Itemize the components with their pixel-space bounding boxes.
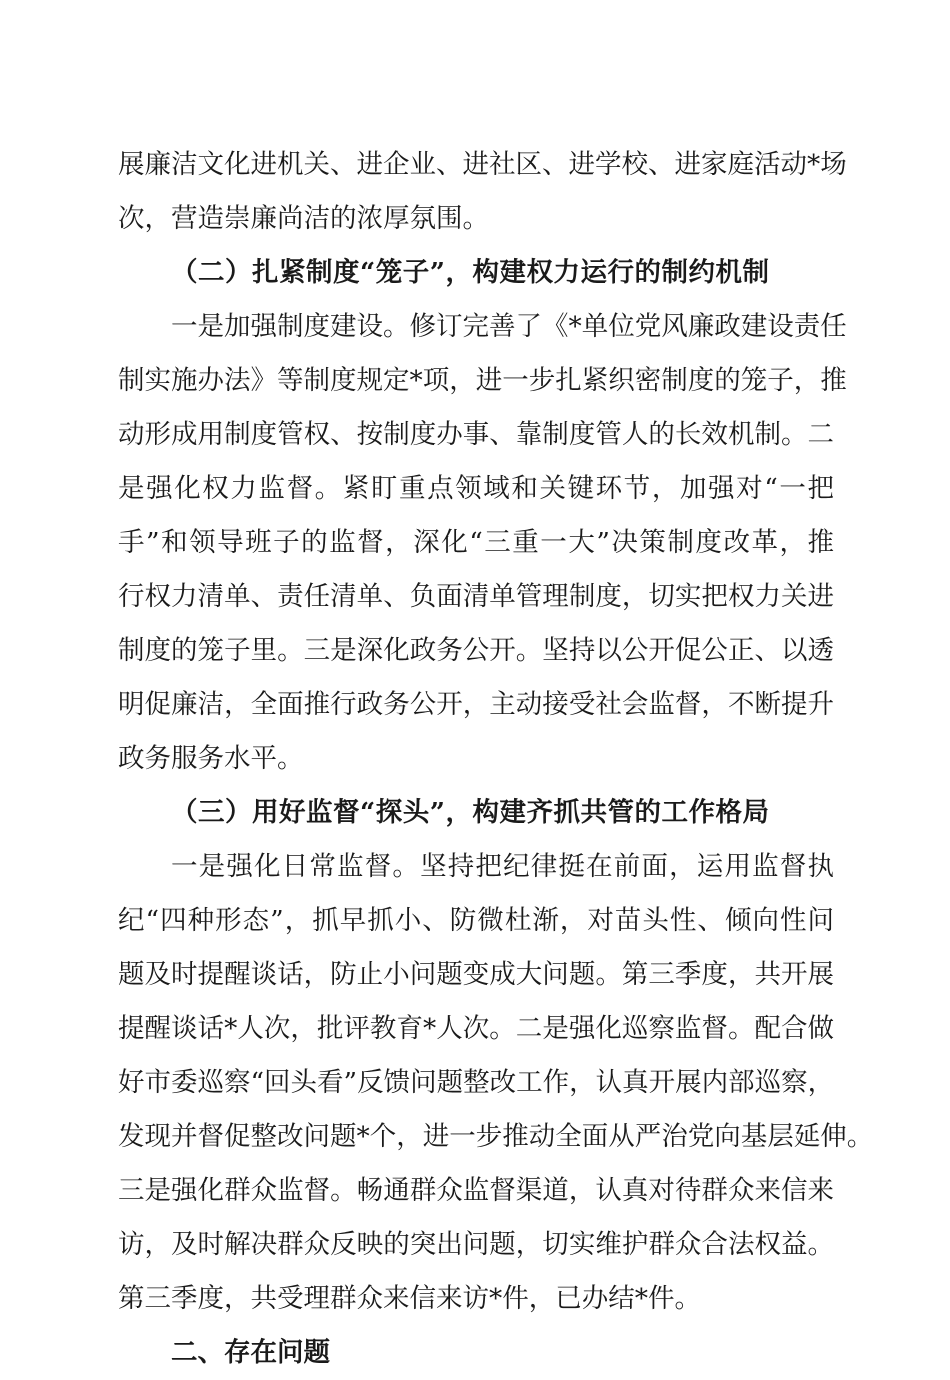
paragraph-line: 制实施办法》等制度规定*项，进一步扎紧织密制度的笼子，推 <box>118 365 847 396</box>
paragraph-line: 访，及时解决群众反映的突出问题，切实维护群众合法权益。 <box>118 1229 834 1260</box>
paragraph-line: 发现并督促整改问题*个，进一步推动全面从严治党向基层延伸。 <box>118 1121 874 1152</box>
paragraph-line: 三是强化群众监督。畅通群众监督渠道，认真对待群众来信来 <box>118 1175 834 1206</box>
paragraph-line: 提醒谈话*人次，批评教育*人次。二是强化巡察监督。配合做 <box>118 1013 834 1044</box>
paragraph-line: 是强化权力监督。紧盯重点领域和关键环节，加强对“一把 <box>118 473 834 504</box>
paragraph-line: 手”和领导班子的监督，深化“三重一大”决策制度改革，推 <box>118 527 834 558</box>
paragraph-line: 一是加强制度建设。修订完善了《*单位党风廉政建设责任 <box>171 311 847 342</box>
paragraph-line: 明促廉洁，全面推行政务公开，主动接受社会监督，不断提升 <box>118 689 834 720</box>
subsection-heading-3: （三）用好监督“探头”，构建齐抓共管的工作格局 <box>171 797 770 828</box>
paragraph-line: 动形成用制度管权、按制度办事、靠制度管人的长效机制。二 <box>118 419 834 450</box>
paragraph-line: 好市委巡察“回头看”反馈问题整改工作，认真开展内部巡察， <box>118 1067 835 1098</box>
subsection-heading-2: （二）扎紧制度“笼子”，构建权力运行的制约机制 <box>171 257 770 288</box>
paragraph-line: 政务服务水平。 <box>118 743 304 774</box>
paragraph-line: 次，营造崇廉尚洁的浓厚氛围。 <box>118 203 489 234</box>
paragraph-line: 展廉洁文化进机关、进企业、进社区、进学校、进家庭活动*场 <box>118 149 847 180</box>
section-heading-problems: 二、存在问题 <box>171 1337 330 1368</box>
paragraph-line: 行权力清单、责任清单、负面清单管理制度，切实把权力关进 <box>118 581 834 612</box>
document-page <box>118 138 874 1380</box>
paragraph-line: 题及时提醒谈话，防止小问题变成大问题。第三季度，共开展 <box>118 959 834 990</box>
paragraph-line: 一是强化日常监督。坚持把纪律挺在前面，运用监督执 <box>171 851 834 882</box>
paragraph-line: 制度的笼子里。三是深化政务公开。坚持以公开促公正、以透 <box>118 635 834 666</box>
paragraph-line: 第三季度，共受理群众来信来访*件，已办结*件。 <box>118 1283 701 1314</box>
paragraph-line: 纪“四种形态”，抓早抓小、防微杜渐，对苗头性、倾向性问 <box>118 905 834 936</box>
